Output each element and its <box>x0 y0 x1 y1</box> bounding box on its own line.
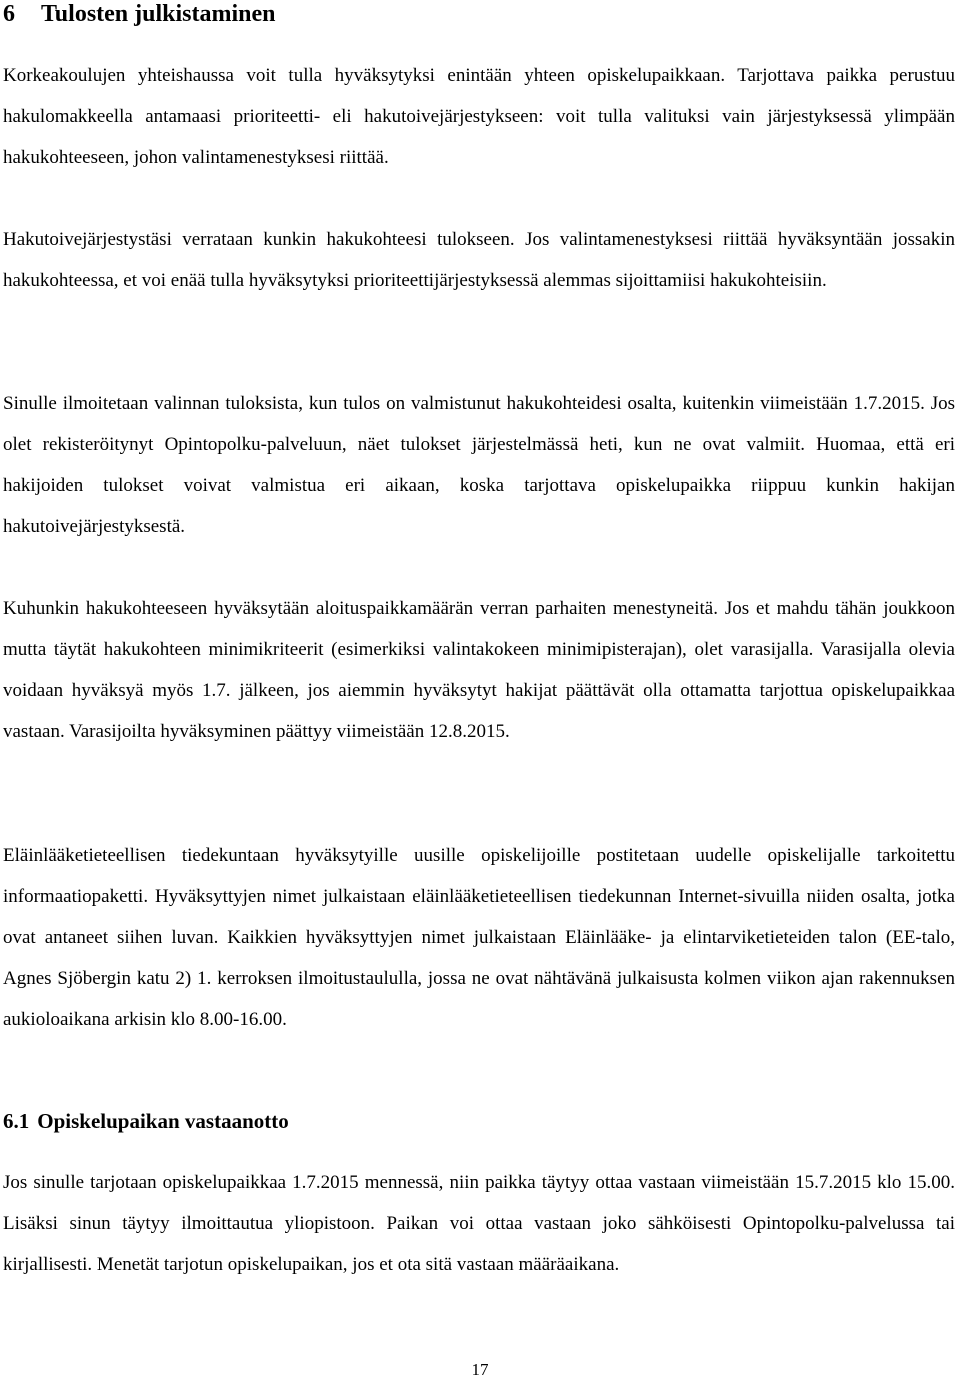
paragraph-result-notification: Sinulle ilmoitetaan valinnan tuloksista, kun tulos on valmistunut hakukohteidesi osalta, kuitenkin viimeistään 1.7.2015. Jos olet rekisteröitynyt Opintopolku-palveluun, näet tulokset järjestelmässä heti, kun ne ovat valmiit. Huomaa, että eri hakijoiden tulokset voivat valmistua eri aikaan, koska tarjottava opiskelupaikka riippuu kunkin hakijan hakutoivejärjestyksestä. <box>3 393 955 537</box>
paragraph-application-priority: Korkeakoulujen yhteishaussa voit tulla hyväksytyksi enintään yhteen opiskelupaikkaan. Tarjottava paikka perustuu hakulomakkeella antamaasi prioriteetti- eli hakutoivejärjestykseen: voit tulla valituksi vain järjestyksessä ylimpään hakukohteeseen, johon valintamenestyksesi riittää. <box>3 65 955 168</box>
paragraph-preference-order: Hakutoivejärjestystäsi verrataan kunkin hakukohteesi tulokseen. Jos valintamenestyksesi riittää hyväksyntään jossakin hakukohteessa, et voi enää tulla hyväksytyksi prioriteettijärjestyksessä alemmas sijoittamiisi hakukohteisiin. <box>3 229 955 291</box>
paragraph-reserve-places: Kuhunkin hakukohteeseen hyväksytään aloituspaikkamäärän verran parhaiten menestyneitä. Jos et mahdu tähän joukkoon mutta täytät hakukohteen minimikriteerit (esimerkiksi valintakokeen minimipisterajan), olet varasijalla. Varasijalla olevia voidaan hyväksyä myös 1.7. jälkeen, jos aiemmin hyväksytyt hakijat päättävät olla ottamatta tarjottua opiskelupaikkaa vastaan. Varasijoilta hyväksyminen päättyy viimeistään 12.8.2015. <box>3 598 955 742</box>
section-heading <box>3 0 276 28</box>
paragraph-veterinary-faculty: Eläinlääketieteellisen tiedekuntaan hyväksytyille uusille opiskelijoille postitetaan uudelle opiskelijalle tarkoitettu informaatiopaketti. Hyväksyttyjen nimet julkaistaan eläinlääketieteellisen tiedekunnan Internet-sivuilla niiden osalta, jotka ovat antaneet siihen luvan. Kaikkien hyväksyttyjen nimet julkaistaan Eläinlääke- ja elintarviketieteiden talon (EE-talo, Agnes Sjöbergin katu 2) 1. kerroksen ilmoitustaululla, jossa ne ovat nähtävänä julkaisusta kolmen viikon ajan rakennuksen aukioloaikana arkisin klo 8.00-16.00. <box>3 845 955 1030</box>
section-title: Tulosten julkistaminen <box>41 1 276 27</box>
page-number: 17 <box>471 1360 489 1379</box>
subsection-heading <box>3 1107 289 1135</box>
subsection-number: 6.1 <box>3 1109 30 1133</box>
subsection-title: Opiskelupaikan vastaanotto <box>37 1109 289 1133</box>
section-number: 6 <box>3 1 15 27</box>
paragraph-place-acceptance: Jos sinulle tarjotaan opiskelupaikkaa 1.7.2015 mennessä, niin paikka täytyy ottaa vastaan viimeistään 15.7.2015 klo 15.00. Lisäksi sinun täytyy ilmoittautua yliopistoon. Paikan voi ottaa vastaan joko sähköisesti Opintopolku-palvelussa tai kirjallisesti. Menetät tarjotun opiskelupaikan, jos et ota sitä vastaan määräaikana. <box>3 1172 955 1275</box>
